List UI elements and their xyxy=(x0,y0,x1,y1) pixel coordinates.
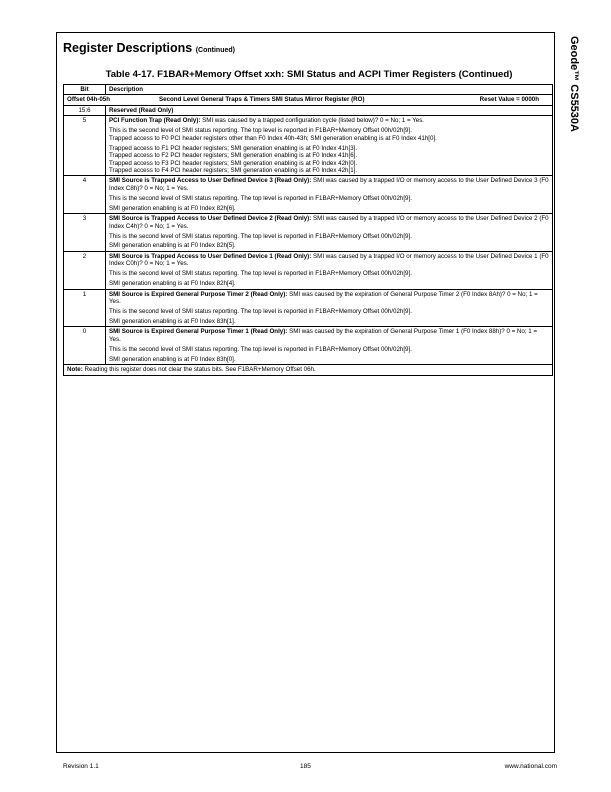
table-title: Table 4-17. F1BAR+Memory Offset xxh: SMI Status and ACPI Timer Registers (Continued) xyxy=(105,69,513,80)
register-table xyxy=(63,84,553,376)
description-line: Trapped access to F2 PCI header registers; SMI generation enabling is at F0 Index 41h[6]. xyxy=(109,152,358,160)
field-summary: SMI was caused by a trapped I/O or memory access to the User Defined Device 2 (F0 Index C4h)? 0 = No; 1 = Yes. xyxy=(109,215,549,230)
description-cell xyxy=(106,105,553,115)
description-line: This is the second level of SMI status reporting. The top level is reported in F1BAR+Memory Offset 00h/02h[9]. xyxy=(109,194,412,202)
description-first-line xyxy=(109,177,549,192)
description-line: This is the second level of SMI status reporting. The top level is reported in F1BAR+Memory Offset 00h/02h[9]. xyxy=(109,270,412,278)
description-first-line xyxy=(109,328,549,343)
description-line: Trapped access to F3 PCI header registers; SMI generation enabling is at F0 Index 42h[0]. xyxy=(109,159,358,167)
field-summary: SMI was caused by a trapped configuration cycle (listed below)? 0 = No; 1 = Yes. xyxy=(200,117,425,125)
table-row xyxy=(64,116,553,176)
description-first-line xyxy=(109,291,549,306)
field-title: SMI Source is Trapped Access to User Defined Device 3 (Read Only): xyxy=(109,177,312,185)
description-line: SMI generation enabling is at F0 Index 82h[6]. xyxy=(109,204,236,212)
table-row xyxy=(64,327,553,365)
description-cell xyxy=(106,214,553,252)
table-row xyxy=(64,214,553,252)
table-row xyxy=(64,289,553,327)
field-title: SMI Source is Expired General Purpose Timer 2 (Read Only): xyxy=(109,290,288,298)
description-line: Trapped access to F4 PCI header registers; SMI generation enabling is at F0 Index 42h[1]. xyxy=(109,166,358,174)
description-line: This is the second level of SMI status reporting. The top level is reported in F1BAR+Memory Offset 00h/02h[9]. xyxy=(109,232,412,240)
field-title: Reserved (Read Only) xyxy=(109,106,174,114)
description-line: SMI generation enabling is at F0 Index 83h[0]. xyxy=(109,355,236,363)
bit-cell: 2 xyxy=(64,251,106,289)
bit-cell: 4 xyxy=(64,176,106,214)
field-title: SMI Source is Trapped Access to User Defined Device 2 (Read Only): xyxy=(109,215,312,223)
footer-page-number: 185 xyxy=(300,763,311,770)
description-line: Trapped access to F1 PCI header registers; SMI generation enabling is at F0 Index 41h[3]. xyxy=(109,144,358,152)
footer-url: www.national.com xyxy=(504,763,557,770)
section-title: Register Descriptions (Continued) xyxy=(63,41,235,55)
description-first-line xyxy=(109,107,549,114)
bit-cell: 3 xyxy=(64,214,106,252)
description-cell xyxy=(106,289,553,327)
description-cell xyxy=(106,251,553,289)
field-title: PCI Function Trap (Read Only): xyxy=(109,117,201,125)
offset-value: Offset 04h-05h xyxy=(67,96,110,104)
description-line: Trapped access to F0 PCI header registers other than F0 Index 40h-43h; SMI generation enabling is at F0 Index 41h[0]. xyxy=(109,134,437,142)
description-line: This is the second level of SMI status reporting. The top level is reported in F1BAR+Memory Offset 00h/02h[9]. xyxy=(109,127,412,135)
description-first-line xyxy=(109,253,549,268)
col-bit-header: Bit xyxy=(64,85,106,95)
description-line: SMI generation enabling is at F0 Index 82h[4]. xyxy=(109,280,236,288)
description-first-line xyxy=(109,215,549,230)
field-title: SMI Source is Trapped Access to User Defined Device 1 (Read Only): xyxy=(109,252,312,260)
note-text: Reading this register does not clear the status bits. See F1BAR+Memory Offset 06h. xyxy=(82,366,316,374)
register-name: Second Level General Traps & Timers SMI Status Mirror Register (RO) xyxy=(159,96,365,104)
field-summary: SMI was caused by the expiration of General Purpose Timer 1 (F0 Index 88h)? 0 = No; 1 = Yes. xyxy=(109,328,538,343)
note-row xyxy=(64,365,553,375)
section-continued: (Continued) xyxy=(195,47,235,54)
bit-cell: 5 xyxy=(64,116,106,176)
table-row xyxy=(64,251,553,289)
table-row xyxy=(64,176,553,214)
field-title: SMI Source is Expired General Purpose Timer 1 (Read Only): xyxy=(109,328,288,336)
description-line: SMI generation enabling is at F0 Index 83h[1]. xyxy=(109,317,236,325)
side-title: Geode™ CS5530A xyxy=(568,36,580,132)
bit-cell: 0 xyxy=(64,327,106,365)
col-desc-header: Description xyxy=(106,85,553,95)
table-row xyxy=(64,105,553,115)
bit-cell: 1 xyxy=(64,289,106,327)
bit-cell: 15:6 xyxy=(64,105,106,115)
note-label: Note: xyxy=(67,366,83,374)
reset-value: Reset Value = 0000h xyxy=(479,96,539,104)
description-line: This is the second level of SMI status reporting. The top level is reported in F1BAR+Memory Offset 00h/02h[9]. xyxy=(109,345,412,353)
description-cell xyxy=(106,327,553,365)
description-line: SMI generation enabling is at F0 Index 82h[5]. xyxy=(109,242,236,250)
description-cell xyxy=(106,116,553,176)
table-header-row xyxy=(64,85,553,95)
footer-revision: Revision 1.1 xyxy=(63,763,99,770)
description-cell xyxy=(106,176,553,214)
description-first-line xyxy=(109,117,549,124)
description-line: This is the second level of SMI status reporting. The top level is reported in F1BAR+Memory Offset 00h/02h[9]. xyxy=(109,308,412,315)
field-summary: SMI was caused by the expiration of General Purpose Timer 2 (F0 Index 8Ah)? 0 = No; 1 = Yes. xyxy=(109,290,538,306)
offset-row xyxy=(64,95,553,105)
field-summary: SMI was caused by a trapped I/O or memory access to the User Defined Device 1 (F0 Index C0h)? 0 = No; 1 = Yes. xyxy=(109,252,549,268)
field-summary: SMI was caused by a trapped I/O or memory access to the User Defined Device 3 (F0 Index C8h)? 0 = No; 1 = Yes. xyxy=(109,177,549,192)
